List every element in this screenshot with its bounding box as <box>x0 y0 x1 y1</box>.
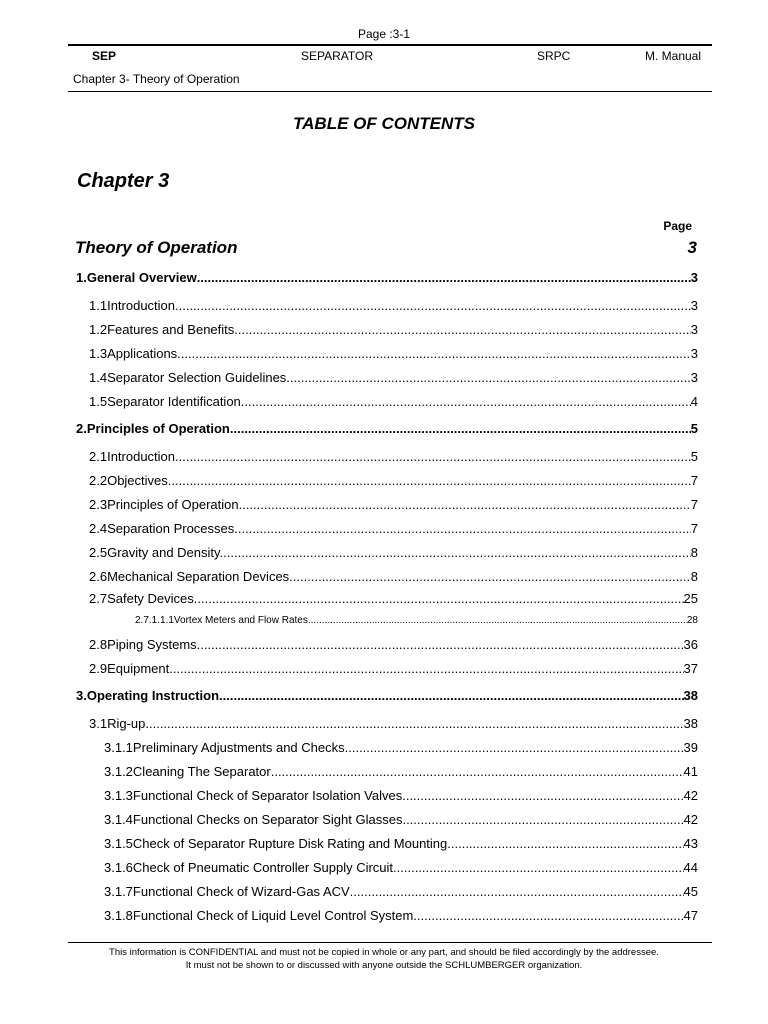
toc-entry-title: Separation Processes. <box>107 521 238 536</box>
toc-entry-number: 1.1 <box>89 298 108 313</box>
toc-entry-title: Equipment. <box>107 661 173 676</box>
toc-entry-number: 3.1.3 <box>104 788 133 803</box>
toc-entry[interactable] <box>104 860 698 875</box>
toc-entry-leader <box>393 860 684 875</box>
toc-entry-leader <box>308 615 687 626</box>
toc-entry-number: 2.3 <box>89 497 108 512</box>
toc-entry-number: 3.1.6 <box>104 860 133 875</box>
toc-entry-number: 2.9 <box>89 661 108 676</box>
page-column-label: Page <box>663 219 692 233</box>
toc-entry-title: Principles of Operation. <box>107 497 243 512</box>
toc-entry[interactable] <box>89 298 698 313</box>
section-heading <box>75 238 697 258</box>
section-heading-page: 3 <box>687 238 697 257</box>
toc-entry-leader <box>290 370 691 385</box>
footer-line-2: It must not be shown to or discussed with anyone outside the SCHLUMBERGER organization. <box>185 960 583 971</box>
toc-entry-page: 41 <box>683 764 698 779</box>
toc-entry[interactable] <box>89 591 698 606</box>
toc-entry-title: Mechanical Separation Devices. <box>107 569 293 584</box>
toc-entry-leader <box>197 270 691 285</box>
toc-entry-leader <box>350 884 684 899</box>
toc-entry[interactable] <box>89 473 698 488</box>
toc-entry-page: 44 <box>683 860 698 875</box>
toc-entry-number: 1.2 <box>89 322 108 337</box>
toc-entry-page: 28 <box>686 615 698 626</box>
toc-entry-leader <box>238 521 691 536</box>
toc-entry-page: 42 <box>683 812 698 827</box>
toc-entry-title: Functional Check of Separator Isolation Valves <box>132 788 403 803</box>
toc-entry-title: Principles of Operation <box>86 421 230 436</box>
toc-entry-title: Rig-up <box>107 716 146 731</box>
toc-entry-page: 37 <box>683 661 698 676</box>
toc-entry[interactable] <box>76 270 698 285</box>
toc-entry-page: 36 <box>683 637 698 652</box>
footer-notice <box>0 946 768 972</box>
toc-entry-title: Vortex Meters and Flow Rates <box>173 615 308 626</box>
toc-entry-title: Piping Systems <box>107 637 197 652</box>
toc-entry[interactable] <box>89 394 698 409</box>
toc-title: TABLE OF CONTENTS <box>293 114 475 133</box>
toc-entry-number: 3.1 <box>89 716 108 731</box>
toc-entry[interactable] <box>89 322 698 337</box>
toc-entry-number: 2.7.1.1.1 <box>135 615 174 626</box>
toc-entry[interactable] <box>89 370 698 385</box>
toc-entry-title: Cleaning The Separator <box>132 764 271 779</box>
page-number: Page :3-1 <box>357 27 411 41</box>
toc-entry[interactable] <box>104 764 698 779</box>
toc-entry[interactable] <box>89 346 698 361</box>
toc-entry[interactable] <box>89 569 698 584</box>
toc-entry-number: 3.1.7 <box>104 884 133 899</box>
toc-entry-title: Separator Selection Guidelines. <box>107 370 290 385</box>
toc-entry-number: 3.1.5 <box>104 836 133 851</box>
toc-entry-title: Functional Check of Wizard-Gas ACV <box>132 884 350 899</box>
toc-entry-page: 47 <box>683 908 698 923</box>
toc-entry-page: 43 <box>683 836 698 851</box>
toc-entry-title: Objectives. <box>107 473 172 488</box>
toc-entry-page: 5 <box>690 449 698 464</box>
chapter-heading: Chapter 3 <box>77 170 170 192</box>
toc-entry-number: 1.3 <box>89 346 108 361</box>
header-center-label: SEPARATOR <box>301 49 374 63</box>
header-bottom-rule <box>68 91 712 92</box>
toc-entry-leader <box>413 908 683 923</box>
toc-entry-page: 3 <box>690 270 698 285</box>
toc-entry-title: Applications. <box>107 346 181 361</box>
toc-entry[interactable] <box>76 421 698 436</box>
toc-entry[interactable] <box>89 449 698 464</box>
toc-entry-leader <box>242 497 691 512</box>
toc-entry-title: Introduction. <box>107 449 179 464</box>
footer-rule <box>68 942 712 943</box>
toc-entry[interactable] <box>104 788 698 803</box>
header-right-label-b: M. Manual <box>645 49 702 63</box>
toc-entry-page: 38 <box>683 716 698 731</box>
toc-entry-page: 7 <box>690 497 698 512</box>
toc-entry-number: 2.1 <box>89 449 108 464</box>
toc-entry-number: 2.4 <box>89 521 108 536</box>
toc-entry[interactable] <box>104 884 698 899</box>
toc-entry-number: 2.2 <box>89 473 108 488</box>
toc-entry-title: Check of Pneumatic Controller Supply Circuit <box>132 860 394 875</box>
toc-entry-page: 3 <box>690 346 698 361</box>
toc-entry-number: 3.1.4 <box>104 812 133 827</box>
toc-entry-leader <box>241 394 691 409</box>
toc-entry[interactable] <box>89 521 698 536</box>
toc-entry-title: Functional Check of Liquid Level Control System <box>132 908 414 923</box>
toc-entry-page: 7 <box>690 473 698 488</box>
toc-entry[interactable] <box>104 740 698 755</box>
toc-entry-page: 38 <box>683 688 698 703</box>
toc-entry-leader <box>271 764 684 779</box>
toc-entry-leader <box>447 836 683 851</box>
toc-entry[interactable] <box>89 497 698 512</box>
toc-entry-number: 1.5 <box>89 394 108 409</box>
toc-entry-leader <box>194 591 684 606</box>
toc-entry-title: Features and Benefits. <box>107 322 238 337</box>
toc-entry-page: 5 <box>690 421 698 436</box>
toc-entry-page: 3 <box>690 322 698 337</box>
header-chapter-line: Chapter 3- Theory of Operation <box>73 72 240 86</box>
toc-entry-page: 7 <box>690 521 698 536</box>
toc-entry-number: 3.1.1 <box>104 740 133 755</box>
toc-entry[interactable] <box>135 615 698 626</box>
toc-entry-leader <box>219 688 684 703</box>
toc-entry-title: General Overview <box>86 270 197 285</box>
toc-entry-number: 3.1.8 <box>104 908 133 923</box>
toc-entry[interactable] <box>76 688 698 703</box>
header-top-rule <box>68 44 712 46</box>
toc-entry-page: 4 <box>690 394 698 409</box>
toc-entry-title: Separator Identification <box>107 394 241 409</box>
toc-entry-number: 2.8 <box>89 637 108 652</box>
toc-entry[interactable] <box>89 637 698 652</box>
toc-entry[interactable] <box>104 812 698 827</box>
toc-entry-title: Safety Devices <box>107 591 194 606</box>
toc-entry-leader <box>171 473 690 488</box>
toc-entry-leader <box>345 740 684 755</box>
toc-entry-title: Functional Checks on Separator Sight Glasses <box>132 812 403 827</box>
toc-entry-number: 2.5 <box>89 545 108 560</box>
toc-entry-title: Gravity and Density. <box>107 545 224 560</box>
toc-entry-number: 2.6 <box>89 569 108 584</box>
toc-entry-leader <box>238 322 691 337</box>
toc-entry-title: Check of Separator Rupture Disk Rating and Mounting <box>132 836 448 851</box>
toc-entry-page: 8 <box>690 569 698 584</box>
toc-entry-leader <box>402 788 683 803</box>
toc-entry-leader <box>179 449 691 464</box>
toc-entry[interactable] <box>89 545 698 560</box>
toc-entry-page: 3 <box>690 298 698 313</box>
toc-entry[interactable] <box>104 908 698 923</box>
toc-entry-number: 2. <box>76 421 87 436</box>
toc-entry-leader <box>402 812 683 827</box>
toc-entry-leader <box>223 545 691 560</box>
toc-entry-page: 45 <box>683 884 698 899</box>
toc-entry-title: Operating Instruction <box>86 688 220 703</box>
toc-entry-number: 3.1.2 <box>104 764 133 779</box>
toc-entry-number: 1.4 <box>89 370 108 385</box>
toc-entry[interactable] <box>104 836 698 851</box>
toc-entry-leader <box>145 716 683 731</box>
toc-entry-title: Preliminary Adjustments and Checks <box>132 740 345 755</box>
toc-entry-page: 39 <box>683 740 698 755</box>
toc-entry-leader <box>197 637 684 652</box>
toc-entry-title: Introduction <box>107 298 176 313</box>
header-left-label: SEP <box>92 49 117 63</box>
toc-entry-page: 42 <box>683 788 698 803</box>
footer-line-1: This information is CONFIDENTIAL and must not be copied in whole or any part, and should be filed accordingly by the addressee. <box>109 947 659 958</box>
toc-entry[interactable] <box>89 716 698 731</box>
header-right-label-a: SRPC <box>537 49 571 63</box>
toc-entry-leader <box>230 421 691 436</box>
toc-entry[interactable] <box>89 661 698 676</box>
toc-entry-page: 3 <box>690 370 698 385</box>
toc-entry-leader <box>181 346 691 361</box>
toc-entry-number: 1. <box>76 270 87 285</box>
toc-entry-leader <box>293 569 691 584</box>
toc-entry-leader <box>175 298 691 313</box>
toc-entry-leader <box>173 661 684 676</box>
toc-entry-page: 8 <box>690 545 698 560</box>
toc-entry-page: 25 <box>683 591 698 606</box>
toc-entry-number: 3. <box>76 688 87 703</box>
toc-entry-number: 2.7 <box>89 591 108 606</box>
section-heading-title: Theory of Operation <box>75 238 238 257</box>
